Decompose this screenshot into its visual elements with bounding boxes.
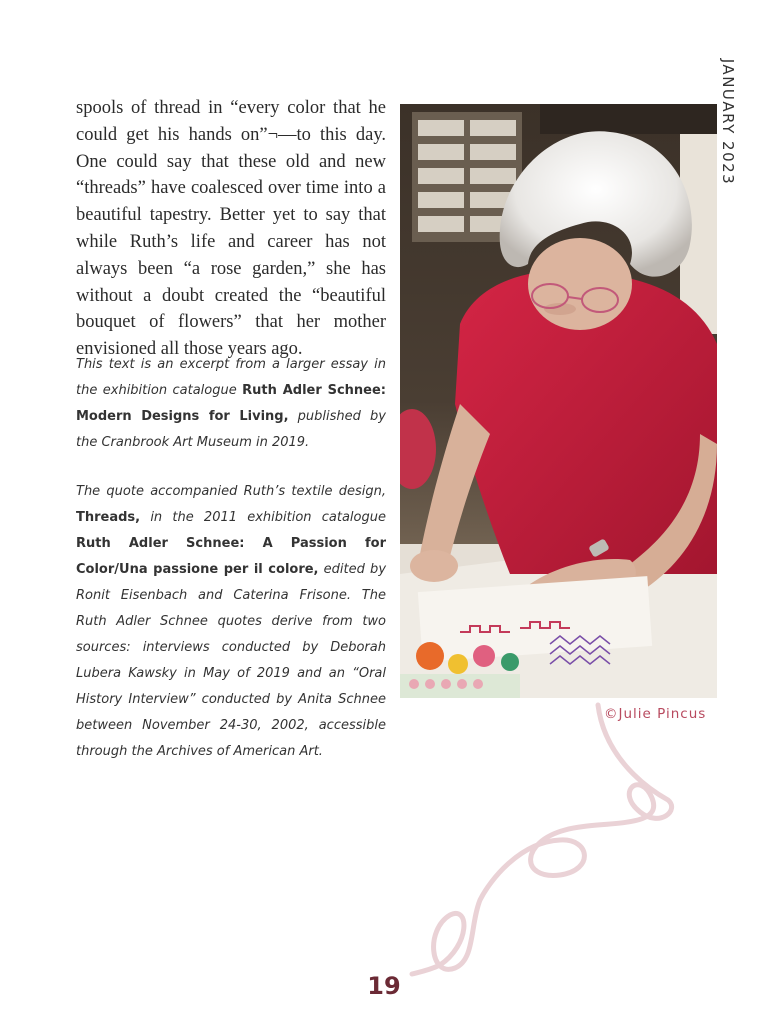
excerpt-catalogue-title: Ruth Adler Schnee: Modern Designs for Living, <box>76 383 386 424</box>
catalogue-2011-title: Ruth Adler Schnee: A Passion for Color/Una passione per il colore, <box>76 536 386 577</box>
excerpt-note <box>76 352 386 456</box>
excerpt-note-prefix: This text is an excerpt from a larger essay in the exhibition catalogue <box>76 357 386 398</box>
quote-note-part2: in the 2011 exhibition catalogue <box>140 510 386 525</box>
photo-credit: ©Julie Pincus <box>604 706 707 722</box>
quote-source-note <box>76 479 386 765</box>
textile-design-title: Threads, <box>76 510 141 525</box>
quote-note-part1: The quote accompanied Ruth’s textile design, <box>76 484 386 499</box>
excerpt-note-suffix: published by the Cranbrook Art Museum in 2019. <box>76 409 386 450</box>
quote-note-part3: edited by Ronit Eisenbach and Caterina Frisone. The Ruth Adler Schnee quotes derive from two sources: interviews conducted by Deborah Lubera Kawsky in May of 2019 and an “Oral History Interview” conducted by Anita Schnee between November 24-30, 2002, accessible through the Archives of American Art. <box>76 562 387 759</box>
page-number: 19 <box>367 972 401 1000</box>
issue-date-text: JANUARY 2023 <box>719 58 737 186</box>
photo-illustration <box>400 104 717 698</box>
portrait-photo <box>400 104 717 698</box>
article-body-text: spools of thread in “every color that he could get his hands on”¬—to this day. One could say that these old and new “threads” have coalesced over time into a beautiful tapestry. Better yet to say that while Ruth’s life and career has not always been “a rose garden,” she has without a doubt created the “beautiful bouquet of flowers” that her mother envisioned all those years ago. <box>76 98 386 360</box>
